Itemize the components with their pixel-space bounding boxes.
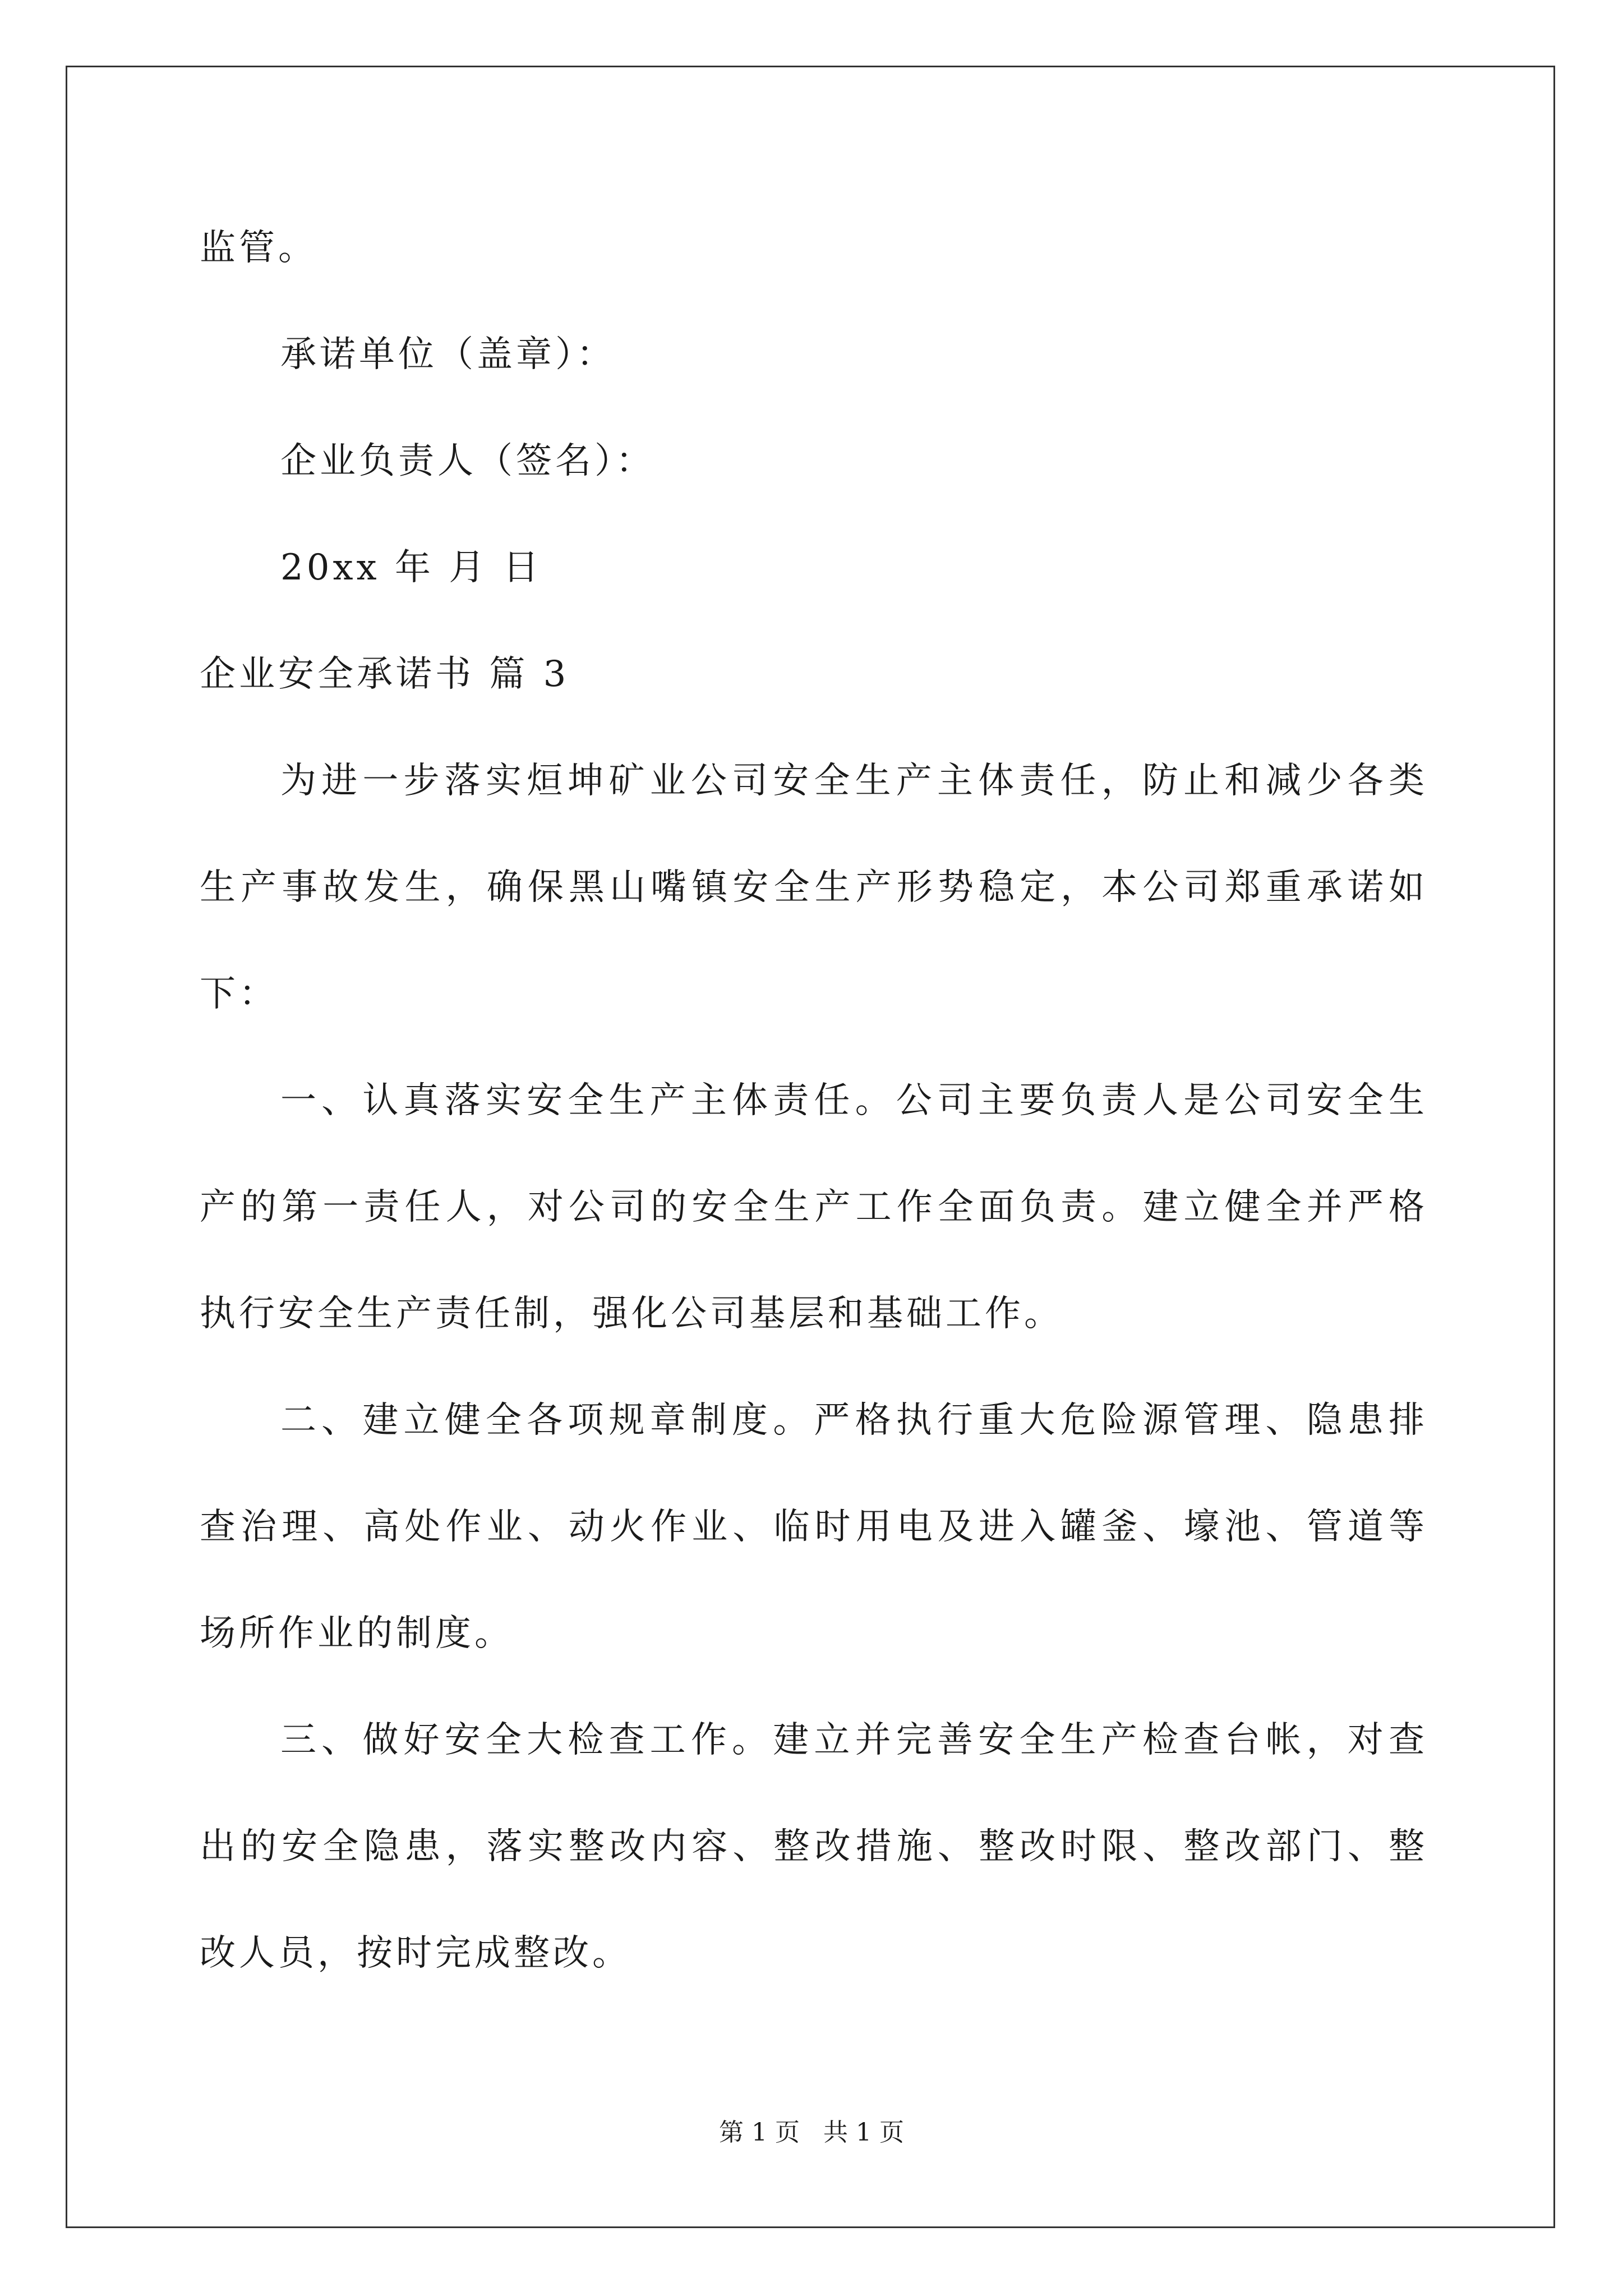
paragraph-line: 生产事故发生，确保黑山嘴镇安全生产形势稳定，本公司郑重承诺如 xyxy=(200,867,1428,908)
stamp-line: 承诺单位（盖章）： xyxy=(280,334,616,375)
paragraph-line: 下： xyxy=(200,973,278,1015)
text-line: 监管。 xyxy=(200,227,317,269)
paragraph-line: 改人员，按时完成整改。 xyxy=(200,1932,631,1974)
paragraph-line: 为进一步落实烜坤矿业公司安全生产主体责任，防止和减少各类 xyxy=(280,760,1428,802)
paragraph-line: 二、建立健全各项规章制度。严格执行重大危险源管理、隐患排 xyxy=(280,1400,1428,1441)
paragraph-line: 产的第一责任人，对公司的安全生产工作全面负责。建立健全并严格 xyxy=(200,1186,1428,1228)
page-border xyxy=(66,66,1555,2228)
paragraph-line: 查治理、高处作业、动火作业、临时用电及进入罐釜、壕池、管道等 xyxy=(200,1506,1428,1548)
signature-line: 企业负责人（签名）： xyxy=(280,440,655,482)
paragraph-line: 执行安全生产责任制，强化公司基层和基础工作。 xyxy=(200,1293,1063,1335)
paragraph-line: 场所作业的制度。 xyxy=(200,1613,514,1654)
section-heading: 企业安全承诺书 篇 3 xyxy=(200,654,570,695)
paragraph-line: 出的安全隐患，落实整改内容、整改措施、整改时限、整改部门、整 xyxy=(200,1826,1428,1867)
paragraph-line: 一、认真落实安全生产主体责任。公司主要负责人是公司安全生 xyxy=(280,1080,1428,1121)
page-number: 第 1 页 共 1 页 xyxy=(719,2118,904,2147)
paragraph-line: 三、做好安全大检查工作。建立并完善安全生产检查台帐，对查 xyxy=(280,1719,1428,1761)
date-line: 20xx 年 月 日 xyxy=(280,547,542,588)
